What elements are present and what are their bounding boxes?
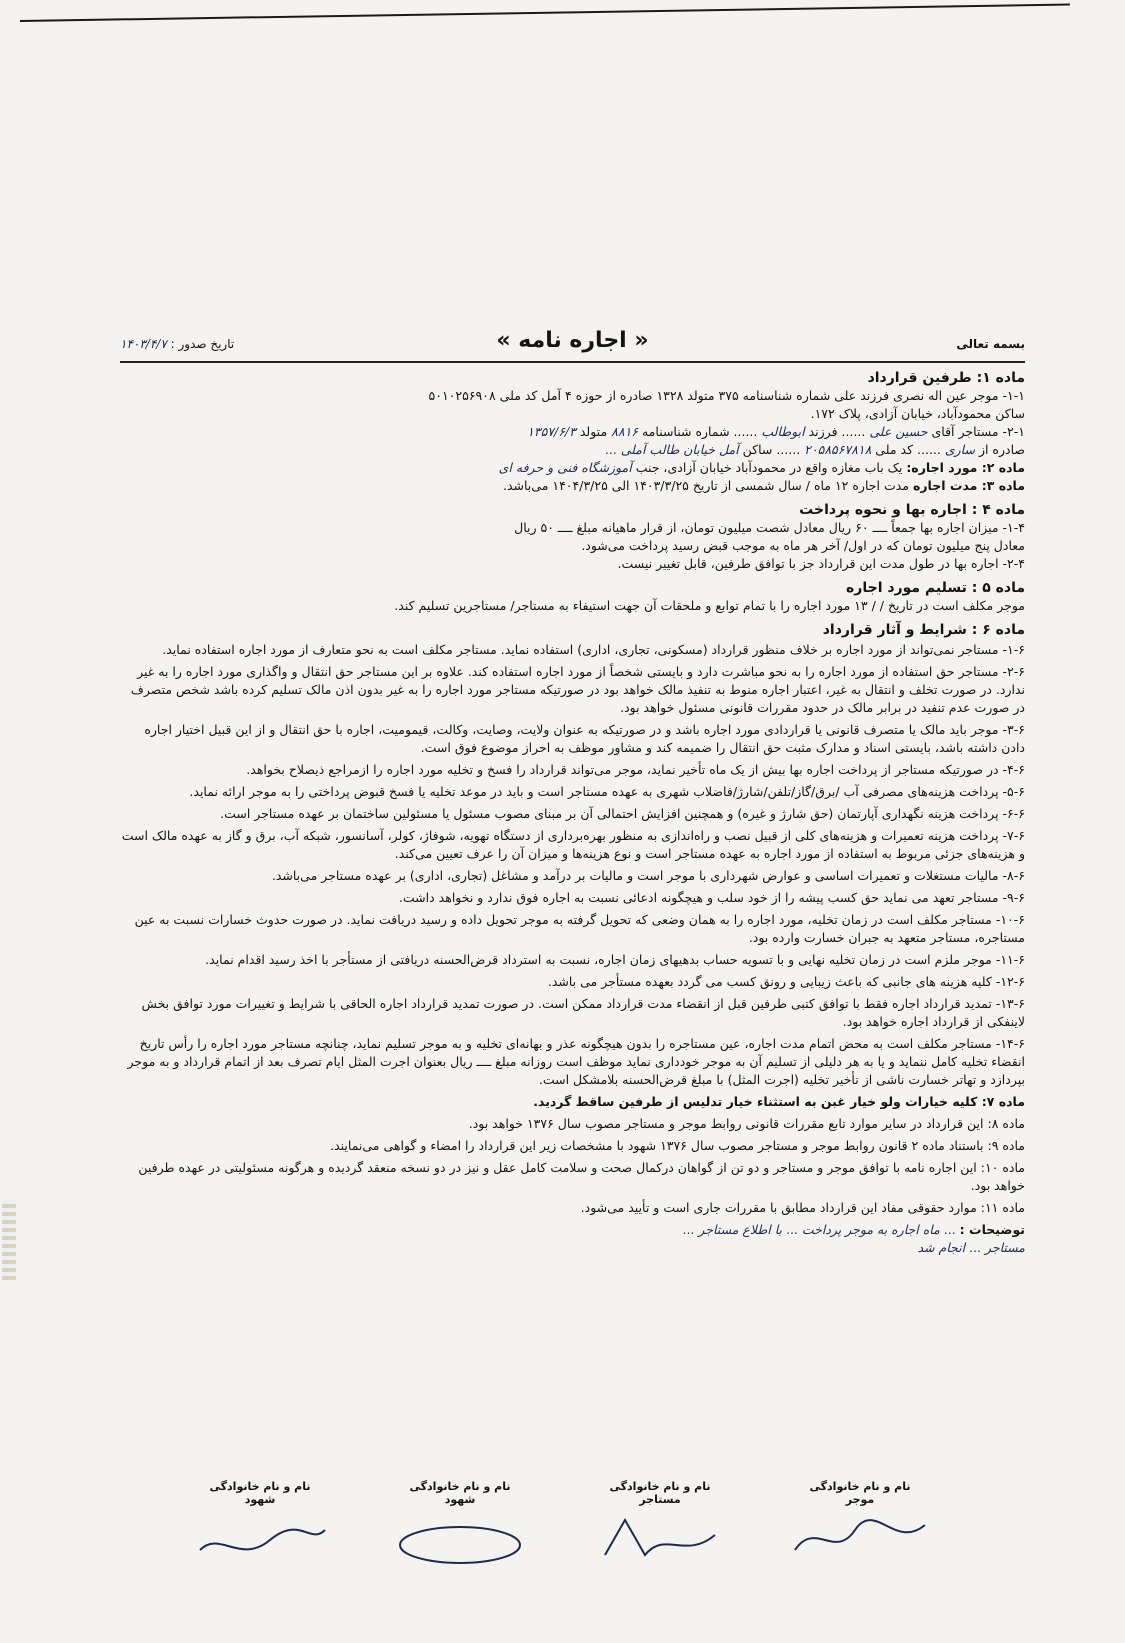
clause-6-12: ۱۲-۶- کلیه هزینه های جانبی که باعث زیبایی و رونق کسب می گردد بعهده مستأجر می باشد.	[547, 974, 1025, 989]
article4-line1: ۱-۴- میزان اجاره بها جمعاً ــــ ۶۰ ریال معادل شصت میلیون تومان، از قرار ماهیانه مبلغ ــــ ۵۰ ریال	[514, 520, 1025, 535]
clause-6-3: ۳-۶- موجر باید مالک یا متصرف قانونی یا قراردادی مورد اجاره باشد و در صورتیکه به عنوان ولایت، وصایت، وکالت، قیمومیت، اجاره با حق انتقال و از این قبیل اختیار اجاره دادن داشته باشد، بایستی اسناد و مدارک مثبت حق انتقال را ضمیمه کند و مشاور موظف به احراز موضوع فوق است.	[144, 722, 1025, 755]
signature-scribble-icon	[185, 1510, 335, 1570]
signature-scribble-icon	[785, 1510, 935, 1570]
top-rule	[20, 4, 1070, 22]
tenant-issue-line: صادره از ساری ...... کد ملی ۲۰۵۸۵۶۷۸۱۸ ...... ساکن آمل خیابان طالب آملی ...	[604, 442, 1025, 457]
witness1-signature: نام و نام خانوادگی شهود	[370, 1480, 550, 1570]
article9: ماده ۹: باستناد ماده ۲ قانون روابط موجر و مستاجر مصوب سال ۱۳۷۶ شهود با مشخصات زیر این قرارداد را امضاء و گواهی می‌نمایند.	[330, 1138, 1025, 1153]
clause-6-9: ۹-۶- مستاجر تعهد می نماید حق کسب پیشه را از خود سلب و هیچگونه ادعائی نسبت به اجاره فوق ندارد و نخواهد داشت.	[398, 890, 1025, 905]
lessor-line: ۱-۱- موجر عین اله نصری فرزند علی شماره شناسنامه ۳۷۵ متولد ۱۳۲۸ صادره از حوزه ۴ آمل کد ملی ۵۰۱۰۲۵۶۹۰۸	[428, 388, 1025, 403]
clause-6-2: ۲-۶- مستاجر حق استفاده از مورد اجاره را به نحو مباشرت دارد و بایستی شخصاً از مورد اجاره استفاده کند. علاوه بر این مستاجر حق انتقال و واگذاری مورد اجاره را به غیر ندارد. در صورت تخلف و انتقال به غیر، اعتبار اجاره منوط به تنفیذ مالک خواهد بود در صورتیکه مستاجر مورد اجاره را به غیر بدون اذن مالک تسلیم کرده باشد شخص متصرف در صورت عدم تنفید در برابر مالک در حدود مقررات قانونی مسئول خواهد بود.	[130, 664, 1025, 715]
article4-line2: معادل پنج میلیون تومان که در اول/ آخر هر ماه به موجب قبض رسید پرداخت می‌شود.	[581, 538, 1025, 553]
clause-6-10: ۱۰-۶- مستاجر مکلف است در زمان تخلیه، مورد اجاره را به همان وضعی که تحویل گرفته به موجر تحویل داده و رسید دریافت نماید. در صورت حدوث خسارات نسبت به عین مستاجره، مستاجر متعهد به جبران خسارت وارده بود.	[134, 912, 1025, 945]
tenant-line: ۲-۱- مستاجر آقای حسین علی ...... فرزند ابوطالب ...... شماره شناسنامه ۸۸۱۶ متولد ۱۳۵۷/۶/۳	[527, 424, 1025, 439]
clause-6-8: ۸-۶- مالیات مستغلات و تعمیرات اساسی و عوارض شهرداری با موجر است و مالیات بر درآمد و مشاغل (تجاری، اداری) بر عهده مستاجر می‌باشد.	[271, 868, 1025, 883]
notes-line: توضیحات : ... ماه اجاره به موجر پرداخت ... با اطلاع مستاجر ...	[682, 1222, 1025, 1237]
clause-6-7: ۷-۶- پرداخت هزینه تعمیرات و هزینه‌های کلی از قبیل نصب و راه‌اندازی به منظور بهره‌برداری از دستگاه تهویه، شوفاژ، کولر، آسانسور، شبکه آب، برق و گاز به عهده مالک است و هزینه‌های جزئی مربوط به استفاده از مورد اجاره به عهده مستاجر است و نوع هزینه‌ها و میزان آن را عرف تعیین می‌کند.	[121, 828, 1025, 861]
article10: ماده ۱۰: این اجاره نامه با توافق موجر و مستاجر و دو تن از گواهان درکمال صحت و سلامت کامل عقل و نیز در دو نسخه منعقد گردیده و هرگونه مسئولیتی در عهده طرفین خواهد بود.	[138, 1160, 1025, 1193]
article4-heading: ماده ۴ : اجاره بها و نحوه پرداخت	[799, 502, 1025, 518]
signature-scribble-icon	[385, 1510, 535, 1570]
basmala: بسمه تعالی	[956, 337, 1025, 351]
lease-document	[120, 325, 1025, 1257]
article5-line1: موجر مکلف است در تاریخ / / ۱۳ مورد اجاره را با تمام توابع و ملحقات آن جهت استیفاء به مستاجر/ مستاجرین تسلیم کند.	[394, 598, 1025, 613]
clause-6-1: ۱-۶- مستاجر نمی‌تواند از مورد اجاره بر خلاف منظور قرارداد (مسکونی، تجاری، اداری) استفاده نماید. مستاجر مکلف است به نحو متعارف از مورد اجاره استفاده نماید.	[162, 642, 1025, 657]
document-header	[120, 325, 1025, 363]
article11: ماده ۱۱: موارد حقوقی مفاد این قرارداد مطابق با مقررات جاری است و تأیید می‌شود.	[580, 1200, 1025, 1215]
article1-heading: ماده ۱: طرفین قرارداد	[867, 370, 1025, 386]
witness2-signature: نام و نام خانوادگی شهود	[170, 1480, 350, 1570]
article3: ماده ۳: مدت اجاره مدت اجاره ۱۲ ماه / سال شمسی از تاریخ ۱۴۰۳/۳/۲۵ الی ۱۴۰۴/۳/۲۵ می‌باشد.	[502, 478, 1025, 493]
clause-6-4: ۴-۶- در صورتیکه مستاجر از پرداخت اجاره بها بیش از یک ماه تأخیر نماید، موجر می‌تواند قرارداد را فسخ و تخلیه مورد اجاره را ازمراجع ذیصلاح بخواهد.	[246, 762, 1025, 777]
clause-6-11: ۱۱-۶- موجر ملزم است در زمان تخلیه نهایی و با تسویه حساب بدهیهای زمان اجاره، نسبت به استرداد قرض‌الحسنه دریافتی از مستأجر با اخذ رسید اقدام نماید.	[205, 952, 1025, 967]
notes-line2: مستاجر ... انجام شد	[917, 1240, 1025, 1255]
side-stamp-mark	[2, 1200, 16, 1280]
lessor-address: ساکن محمودآباد، خیابان آزادی، پلاک ۱۷۲.	[810, 406, 1025, 421]
article4-line3: ۲-۴- اجاره بها در طول مدت این قرارداد جز با توافق طرفین، قابل تغییر نیست.	[617, 556, 1025, 571]
article8: ماده ۸: این قرارداد در سایر موارد تابع مقررات قانونی روابط موجر و مستاجر مصوب سال ۱۳۷۶ خواهد بود.	[468, 1116, 1025, 1131]
article7: ماده ۷: کلیه خیارات ولو خیار غبن به استثناء خیار تدلیس از طرفین ساقط گردید.	[533, 1094, 1025, 1109]
signatures-area	[180, 1480, 950, 1610]
article6-heading: ماده ۶ : شرایط و آثار قرارداد	[822, 622, 1025, 638]
article5-heading: ماده ۵ : تسلیم مورد اجاره	[846, 580, 1025, 596]
clause-6-5: ۵-۶- پرداخت هزینه‌های مصرفی آب /برق/گاز/تلفن/شارژ/فاضلاب شهری به عهده مستاجر است و باید در موعد تخلیه یا فسخ قبوض پرداختی را به موجر ارائه نماید.	[189, 784, 1025, 799]
document-title: « اجاره نامه »	[496, 328, 649, 353]
article2: ماده ۲: مورد اجاره: یک باب مغازه واقع در محمودآباد خیابان آزادی، جنب آموزشگاه فنی و حرفه ای	[498, 460, 1025, 475]
tenant-signature: نام و نام خانوادگی مستاجر	[570, 1480, 750, 1570]
clause-6-6: ۶-۶- پرداخت هزینه نگهداری آپارتمان (حق شارژ و غیره) و همچنین افزایش احتمالی آن بر مبنای مصوب مسئول یا مسئولین ساختمان بر عهده مستاجر است.	[220, 806, 1025, 821]
clause-6-13: ۱۳-۶- تمدید قرارداد اجاره فقط با توافق کتبی طرفین قبل از انقضاء مدت قرارداد ممکن است. در صورت تمدید قرارداد اجاره الحاقی با شرایط و تغییرات مورد توافق بخش لاینفکی از قرارداد اجاره خواهد بود.	[141, 996, 1025, 1029]
clause-6-14: ۱۴-۶- مستاجر مکلف است به محض اتمام مدت اجاره، عین مستاجره را بدون هیچگونه عذر و بهانه‌ای تخلیه و به موجر تسلیم نماید، چنانچه مستاجر مورد اجاره را رأس تاریخ انقضاء تخلیه کامل ننماید و یا به هر دلیلی از تسلیم آن به موجر خودداری نماید موظف است روزانه مبلغ ــــ ریال بعنوان اجرت المثل ایام تصرف بعد از اتمام قرارداد و به موجر بپردازد و تهاتر خسارت ناشی از تأخیر تخلیه (اجرت المثل) با مبلغ قرض‌الحسنه بلامشکل است.	[127, 1036, 1025, 1087]
lessor-signature: نام و نام خانوادگی موجر	[770, 1480, 950, 1570]
issue-date: تاریخ صدور : ۱۴۰۳/۴/۷	[120, 337, 235, 351]
signature-scribble-icon	[585, 1510, 735, 1570]
